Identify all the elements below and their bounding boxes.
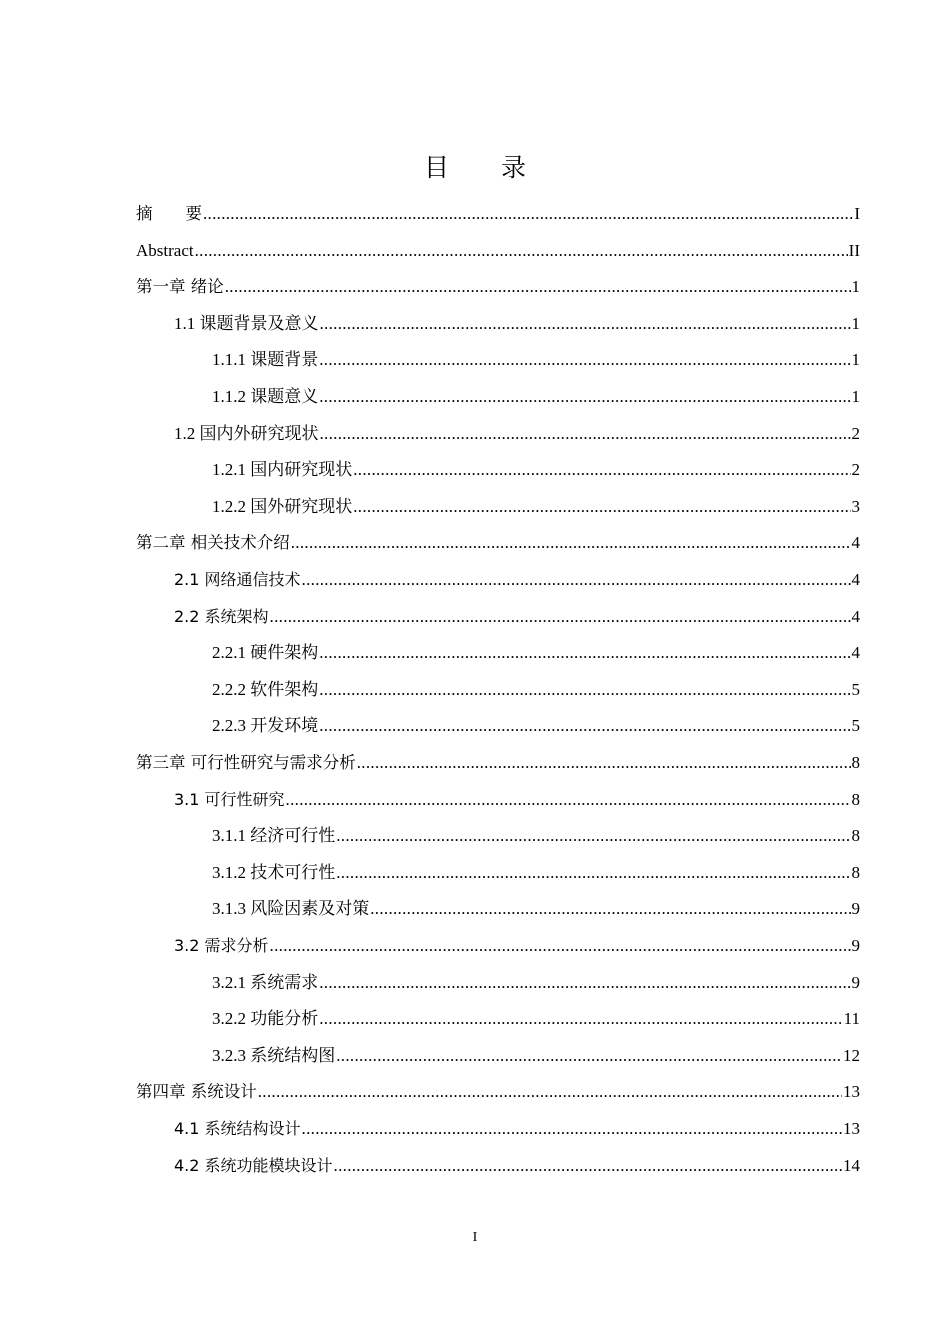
toc-entry-page: 8	[851, 862, 860, 882]
toc-dot-leader	[320, 416, 851, 452]
toc-dot-leader	[291, 525, 851, 561]
toc-entry[interactable]	[212, 1038, 860, 1074]
toc-entry-page: 13	[843, 1082, 860, 1102]
toc-entry-label: 第三章 可行性研究与需求分析	[136, 753, 356, 772]
toc-entry-page: 9	[851, 972, 860, 992]
toc-dot-leader	[353, 452, 850, 488]
toc-dot-leader	[302, 562, 851, 598]
toc-entry-page: 1	[851, 387, 860, 406]
toc-entry-label: 3.2.2 功能分析	[212, 1009, 319, 1029]
toc-dot-leader	[286, 782, 851, 818]
toc-entry[interactable]	[174, 599, 860, 635]
toc-entry-page: 8	[851, 753, 860, 772]
toc-entry-label: 2.2.2 软件架构	[212, 679, 319, 699]
toc-entry-page: 1	[851, 277, 860, 297]
toc-dot-leader	[336, 855, 850, 891]
toc-dot-leader	[319, 965, 850, 1001]
toc-entry-label: 3.1.2 技术可行性	[212, 862, 336, 882]
toc-entry-page: 8	[851, 826, 860, 846]
toc-dot-leader	[320, 306, 851, 342]
toc-dot-leader	[319, 342, 850, 378]
page-number-footer: I	[472, 1230, 478, 1245]
toc-entry[interactable]	[136, 269, 860, 305]
toc-entry-page: 3	[851, 496, 860, 516]
toc-entry-page: 14	[843, 1155, 860, 1175]
title-char-2: 录	[501, 153, 527, 182]
toc-entry-label: 第四章 系统设计	[136, 1082, 257, 1102]
toc-entry[interactable]	[212, 965, 860, 1001]
toc-dot-leader	[319, 708, 850, 744]
toc-entry-page: II	[848, 240, 860, 260]
toc-entry-page: 2	[851, 423, 860, 443]
toc-entry[interactable]	[136, 196, 860, 232]
toc-entry[interactable]	[174, 928, 860, 964]
toc-dot-leader	[319, 672, 850, 708]
toc-entry-label: 第一章 绪论	[136, 277, 224, 297]
toc-entry-page: I	[854, 204, 860, 223]
toc-entry-label: 3.1 可行性研究	[174, 789, 285, 809]
toc-dot-leader	[225, 269, 851, 305]
toc-entry-page: 1	[851, 350, 860, 370]
toc-entry-label: 4.1 系统结构设计	[174, 1119, 301, 1138]
toc-entry-label: 1.2 国内外研究现状	[174, 423, 319, 443]
toc-entry[interactable]	[212, 489, 860, 525]
toc-entry[interactable]	[212, 855, 860, 891]
toc-entry[interactable]	[174, 562, 860, 598]
toc-dot-leader	[203, 196, 853, 232]
toc-entry[interactable]	[212, 708, 860, 744]
toc-entry-label: 1.1.1 课题背景	[212, 350, 319, 370]
toc-dot-leader	[319, 379, 850, 415]
toc-entry-page: 1	[851, 313, 860, 333]
toc-entry-label: 第二章 相关技术介绍	[136, 533, 290, 553]
toc-entry[interactable]	[174, 416, 860, 452]
toc-entry[interactable]	[136, 525, 860, 561]
toc-entry-label: 摘 要	[136, 204, 202, 223]
title-char-1: 目	[423, 153, 449, 182]
toc-dot-leader	[357, 745, 851, 781]
toc-entry-label: 1.1 课题背景及意义	[174, 313, 319, 333]
toc-entry[interactable]	[212, 818, 860, 854]
toc-dot-leader	[270, 599, 851, 635]
toc-dot-leader	[370, 891, 850, 927]
toc-entry-label: 2.2.3 开发环境	[212, 716, 319, 736]
toc-entry[interactable]	[212, 672, 860, 708]
toc-entry[interactable]	[136, 1074, 860, 1110]
toc-dot-leader	[334, 1148, 842, 1184]
toc-entry-label: 3.2.1 系统需求	[212, 972, 319, 992]
toc-entry-label: 3.2.3 系统结构图	[212, 1045, 336, 1065]
toc-entry-page: 4	[851, 643, 860, 663]
toc-entry-label: Abstract	[136, 240, 194, 260]
toc-entry-label: 2.1 网络通信技术	[174, 570, 301, 589]
toc-entry-label: 3.1.3 风险因素及对策	[212, 899, 370, 919]
toc-entry-label: 1.2.1 国内研究现状	[212, 460, 353, 480]
toc-entry-label: 2.2.1 硬件架构	[212, 643, 319, 663]
toc-entry-page: 4	[851, 533, 860, 553]
toc-entry[interactable]	[174, 1148, 860, 1184]
toc-entry[interactable]	[212, 1001, 860, 1037]
toc-dot-leader	[319, 635, 850, 671]
toc-entry-page: 9	[851, 899, 860, 919]
toc-entry-page: 13	[843, 1119, 860, 1138]
toc-entry[interactable]	[212, 635, 860, 671]
toc-entry-label: 2.2 系统架构	[174, 606, 269, 626]
toc-entry-page: 4	[851, 606, 860, 626]
toc-entry[interactable]	[136, 745, 860, 781]
toc-entry-page: 11	[843, 1009, 860, 1029]
toc-entry[interactable]	[212, 379, 860, 415]
toc-entry-page: 9	[851, 936, 860, 955]
toc-entry-label: 1.2.2 国外研究现状	[212, 496, 353, 516]
toc-dot-leader	[319, 1001, 842, 1037]
toc-entry-page: 4	[851, 570, 860, 589]
toc-entry-page: 12	[843, 1045, 860, 1065]
toc-dot-leader	[336, 1038, 842, 1074]
toc-entry[interactable]	[174, 782, 860, 818]
toc-entry-page: 5	[851, 716, 860, 736]
toc-entry[interactable]	[212, 452, 860, 488]
toc-dot-leader	[195, 233, 848, 269]
toc-entry-label: 3.2 需求分析	[174, 936, 269, 955]
toc-entry[interactable]	[174, 306, 860, 342]
toc-entry[interactable]	[136, 233, 860, 269]
toc-dot-leader	[270, 928, 851, 964]
toc-entry[interactable]	[212, 342, 860, 378]
page-title	[0, 148, 950, 184]
toc-entry-label: 4.2 系统功能模块设计	[174, 1155, 333, 1175]
toc-entry-label: 1.1.2 课题意义	[212, 387, 319, 406]
toc-dot-leader	[336, 818, 850, 854]
toc-entry-page: 8	[851, 789, 860, 809]
toc-entry[interactable]	[174, 1111, 860, 1147]
toc-entry-label: 3.1.1 经济可行性	[212, 826, 336, 846]
toc-entry-page: 2	[851, 460, 860, 480]
toc-entry-page: 5	[851, 679, 860, 699]
toc-dot-leader	[302, 1111, 842, 1147]
toc-entry[interactable]	[212, 891, 860, 927]
toc-dot-leader	[258, 1074, 842, 1110]
toc-dot-leader	[353, 489, 850, 525]
